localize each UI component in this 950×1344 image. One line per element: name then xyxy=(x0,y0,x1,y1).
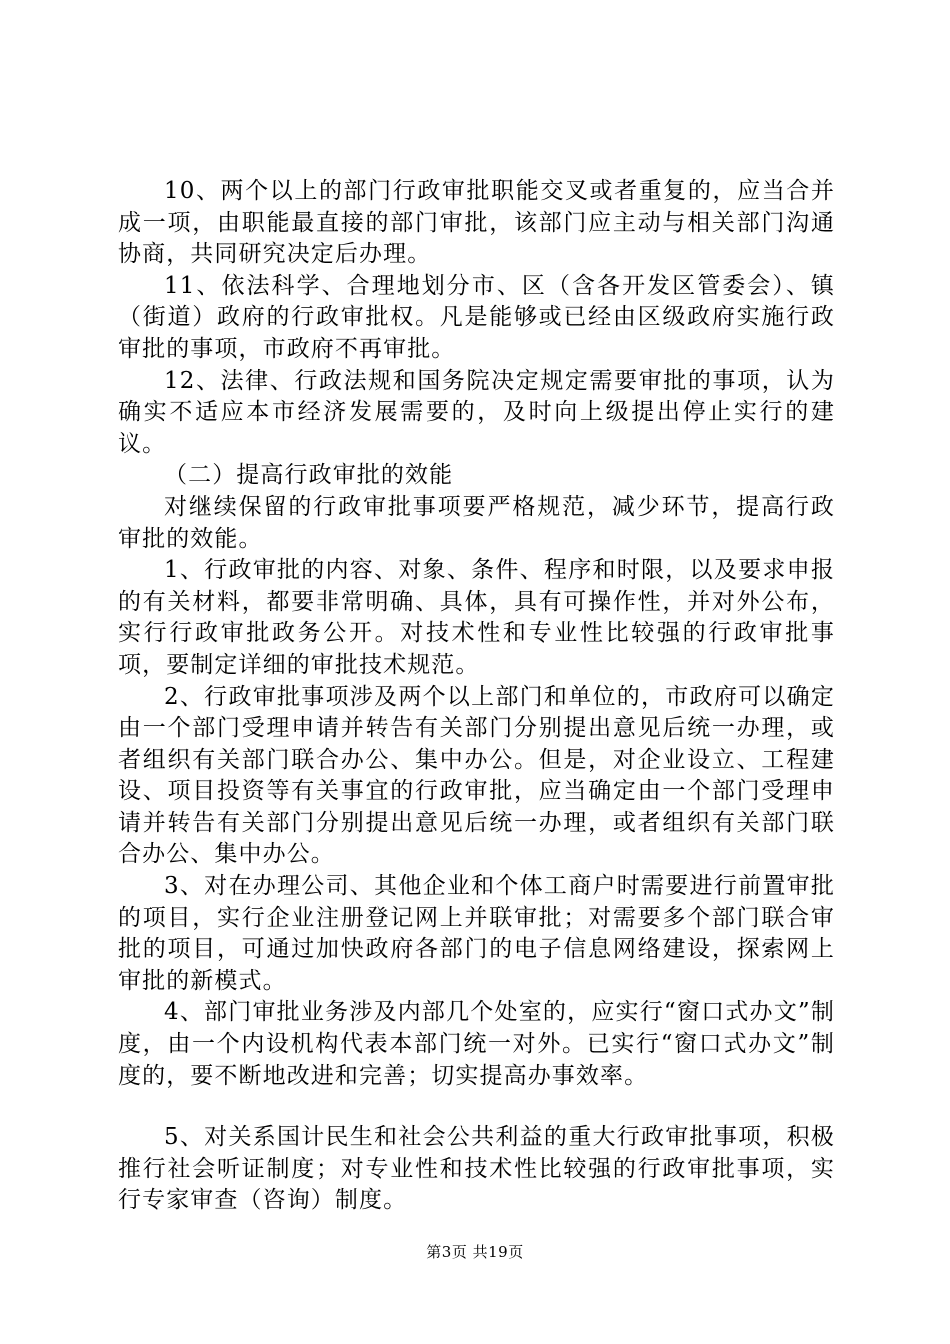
paragraph-item-10: 10、两个以上的部门行政审批职能交叉或者重复的，应当合并成一项，由职能最直接的部门审批，该部门应主动与相关部门沟通协商，共同研究决定后办理。 xyxy=(118,178,835,268)
document-body xyxy=(118,176,835,1217)
paragraph-item-1: 1、行政审批的内容、对象、条件、程序和时限，以及要求申报的有关材料，都要非常明确、具体，具有可操作性，并对外公布，实行行政审批政务公开。对技术性和专业性比较强的行政审批事项，要制定详细的审批技术规范。 xyxy=(118,557,835,678)
section-heading: （二）提高行政审批的效能 xyxy=(164,462,454,489)
paragraph-item-2: 2、行政审批事项涉及两个以上部门和单位的，市政府可以确定由一个部门受理申请并转告有关部门分别提出意见后统一办理，或者组织有关部门联合办公、集中办公。但是，对企业设立、工程建设、项目投资等有关事宜的行政审批，应当确定由一个部门受理申请并转告有关部门分别提出意见后统一办理，或者组织有关部门联合办公、集中办公。 xyxy=(118,683,835,868)
paragraph-item-4: 4、部门审批业务涉及内部几个处室的，应实行“窗口式办文”制度，由一个内设机构代表本部门统一对外。已实行“窗口式办文”制度的，要不断地改进和完善；切实提高办事效率。 xyxy=(118,999,835,1089)
page-number: 第3页 共19页 xyxy=(426,1243,524,1261)
paragraph-item-5: 5、对关系国计民生和社会公共利益的重大行政审批事项，积极推行社会听证制度；对专业性和技术性比较强的行政审批事项，实行专家审查（咨询）制度。 xyxy=(118,1124,835,1214)
paragraph-item-3: 3、对在办理公司、其他企业和个体工商户时需要进行前置审批的项目，实行企业注册登记网上并联审批；对需要多个部门联合审批的项目，可通过加快政府各部门的电子信息网络建设，探索网上审批的新模式。 xyxy=(118,873,835,994)
paragraph-item-11: 11、依法科学、合理地划分市、区（含各开发区管委会）、镇（街道）政府的行政审批权。凡是能够或已经由区级政府实施行政审批的事项，市政府不再审批。 xyxy=(118,272,835,362)
paragraph-item-12: 12、法律、行政法规和国务院决定规定需要审批的事项，认为确实不适应本市经济发展需要的，及时向上级提出停止实行的建议。 xyxy=(118,367,835,457)
section-intro: 对继续保留的行政审批事项要严格规范，减少环节，提高行政审批的效能。 xyxy=(118,493,835,552)
